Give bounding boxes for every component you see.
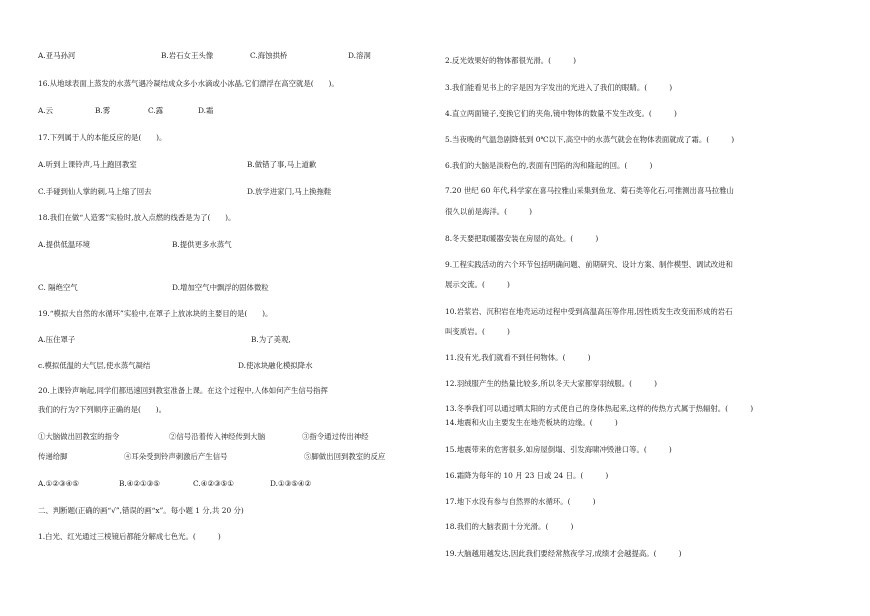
question-line: 18.我们的大脑表面十分光滑。( ) xyxy=(445,522,574,531)
question-line: 5.当夜晚的气温急剧降低到 0℃以下,高空中的水蒸气就会在物体表面就成了霜。( ) xyxy=(445,135,735,144)
question-line: 11.没有光,我们就看不到任何物体。( ) xyxy=(445,353,591,362)
question-line: 8.冬天要把取暖器安装在房屋的高处。( ) xyxy=(445,234,599,243)
answer-option: A.压住罩子 xyxy=(38,335,76,344)
question-line: 叫变质岩。( ) xyxy=(445,327,510,336)
answer-option: D.①③⑤④② xyxy=(270,479,312,488)
question-line: 1.白光、红光通过三棱镜后都能分解成七色光。( ) xyxy=(38,532,221,541)
question-line: 9.工程实践活动的六个环节包括明确问题、前期研究、设计方案、制作模型、调试改进和 xyxy=(445,260,733,269)
answer-option: ②信号沿着传入神经传到大脑 xyxy=(169,432,266,441)
answer-option: B.④②①③⑤ xyxy=(119,479,160,488)
question-line: 2.反光效果好的物体都很光滑。( ) xyxy=(445,56,577,65)
answer-option: ③指令通过传出神经 xyxy=(302,432,369,441)
question-line: 19.“模拟大自然的水循环”实验中,在罩子上放冰块的主要目的是( )。 xyxy=(38,309,273,318)
answer-option: D.霜 xyxy=(198,106,214,115)
answer-option: ①大脑做出回教室的指令 xyxy=(38,432,120,441)
question-line: 16.从地球表面上蒸发的水蒸气遇冷凝结成众多小水滴或小冰晶,它们漂浮在高空就是( )。 xyxy=(38,79,339,88)
question-line: 二、判断题(正确的画“√”,错误的画“x”。每小题 1 分,共 20 分) xyxy=(38,506,244,515)
question-line: 12.羽绒服产生的热量比较多,所以冬天大家都穿羽绒服。( ) xyxy=(445,379,658,388)
question-line: 我们的行为?下列顺序正确的是( )。 xyxy=(38,405,166,414)
question-line: 18.我们在做“人造雾”实验时,放入点燃的线香是为了( )。 xyxy=(38,213,236,222)
answer-option: C.手碰到仙人掌的刺,马上缩了回去 xyxy=(38,187,152,196)
answer-option: c.模拟低温的大气层,使水蒸气凝结 xyxy=(38,361,151,370)
answer-option: A.提供低温环境 xyxy=(38,240,91,249)
question-line: 17.地下水没有参与自然界的水循环。( ) xyxy=(445,497,596,506)
question-line: 16.霜降为每年的 10 月 23 日或 24 日。( ) xyxy=(445,471,609,480)
answer-option: C.露 xyxy=(148,106,164,115)
answer-option: D.增加空气中飘浮的固体微粒 xyxy=(172,283,269,292)
question-line: 15.地震带来的危害很多,如房屋倒塌、引发海啸冲毁港口等。( ) xyxy=(445,445,672,454)
question-line: 10.岩浆岩、沉积岩在地壳运动过程中受到高温高压等作用,因性质发生改变而形成的岩石 xyxy=(445,307,733,316)
answer-option: A.亚马孙河 xyxy=(38,51,76,60)
answer-option: D.使冰块融化模拟降水 xyxy=(238,361,313,370)
answer-option: D.放学进家门,马上换拖鞋 xyxy=(247,187,332,196)
answer-option: A.听到上课铃声,马上跑回教室 xyxy=(38,160,137,169)
answer-option: ⑤脚做出回到教室的反应 xyxy=(304,452,386,461)
question-line: 3.我们能看见书上的字是因为字发出的光进入了我们的眼睛。( ) xyxy=(445,83,673,92)
question-line: 6.我们的大脑是淡粉色的,表面有凹陷的沟和隆起的回。( ) xyxy=(445,161,653,170)
answer-option: D.溶洞 xyxy=(348,51,371,60)
answer-option: B.雾 xyxy=(95,106,111,115)
answer-option: A.①②③④⑤ xyxy=(38,479,79,488)
question-line: 14.地震和火山主要发生在地壳板块的边缘。( ) xyxy=(445,418,618,427)
answer-option: B.提供更多水蒸气 xyxy=(172,240,232,249)
question-line: 7.20 世纪 60 年代,科学家在喜马拉雅山采集到鱼龙、菊石类等化石,可推测出喜马拉雅山 xyxy=(445,186,734,195)
answer-option: C. 隔绝空气 xyxy=(38,283,78,292)
question-line: 4.直立两面镜子,变换它们的夹角,镜中物体的数量不发生改变。( ) xyxy=(445,109,677,118)
answer-option: B.岩石女王头像 xyxy=(161,51,214,60)
answer-option: A.云 xyxy=(38,106,54,115)
answer-option: C.④②③⑤① xyxy=(193,479,234,488)
question-line: 13.冬季我们可以通过晒太阳的方式使自己的身体热起来,这样的传热方式属于热辐射。( ) xyxy=(445,404,754,413)
answer-option: ④耳朵受到铃声刺激后产生信号 xyxy=(124,452,228,461)
question-line: 展示交流。( ) xyxy=(445,280,510,289)
question-line: 很久以前是海洋。( ) xyxy=(445,207,533,216)
answer-option: B.为了美观, xyxy=(251,335,291,344)
answer-option: C.海蚀拱桥 xyxy=(250,51,288,60)
question-line: 17.下列属于人的本能反应的是( )。 xyxy=(38,133,167,142)
answer-option: 传递给脚 xyxy=(38,452,68,461)
question-line: 20.上课铃声响起,同学们都迅速回到教室准备上课。在这个过程中,人体如何产生信号指挥 xyxy=(38,386,328,395)
answer-option: B.做错了事,马上道歉 xyxy=(247,160,317,169)
question-line: 19.大脑越用越发达,因此我们要经常熬夜学习,成绩才会越提高。( ) xyxy=(445,549,682,558)
